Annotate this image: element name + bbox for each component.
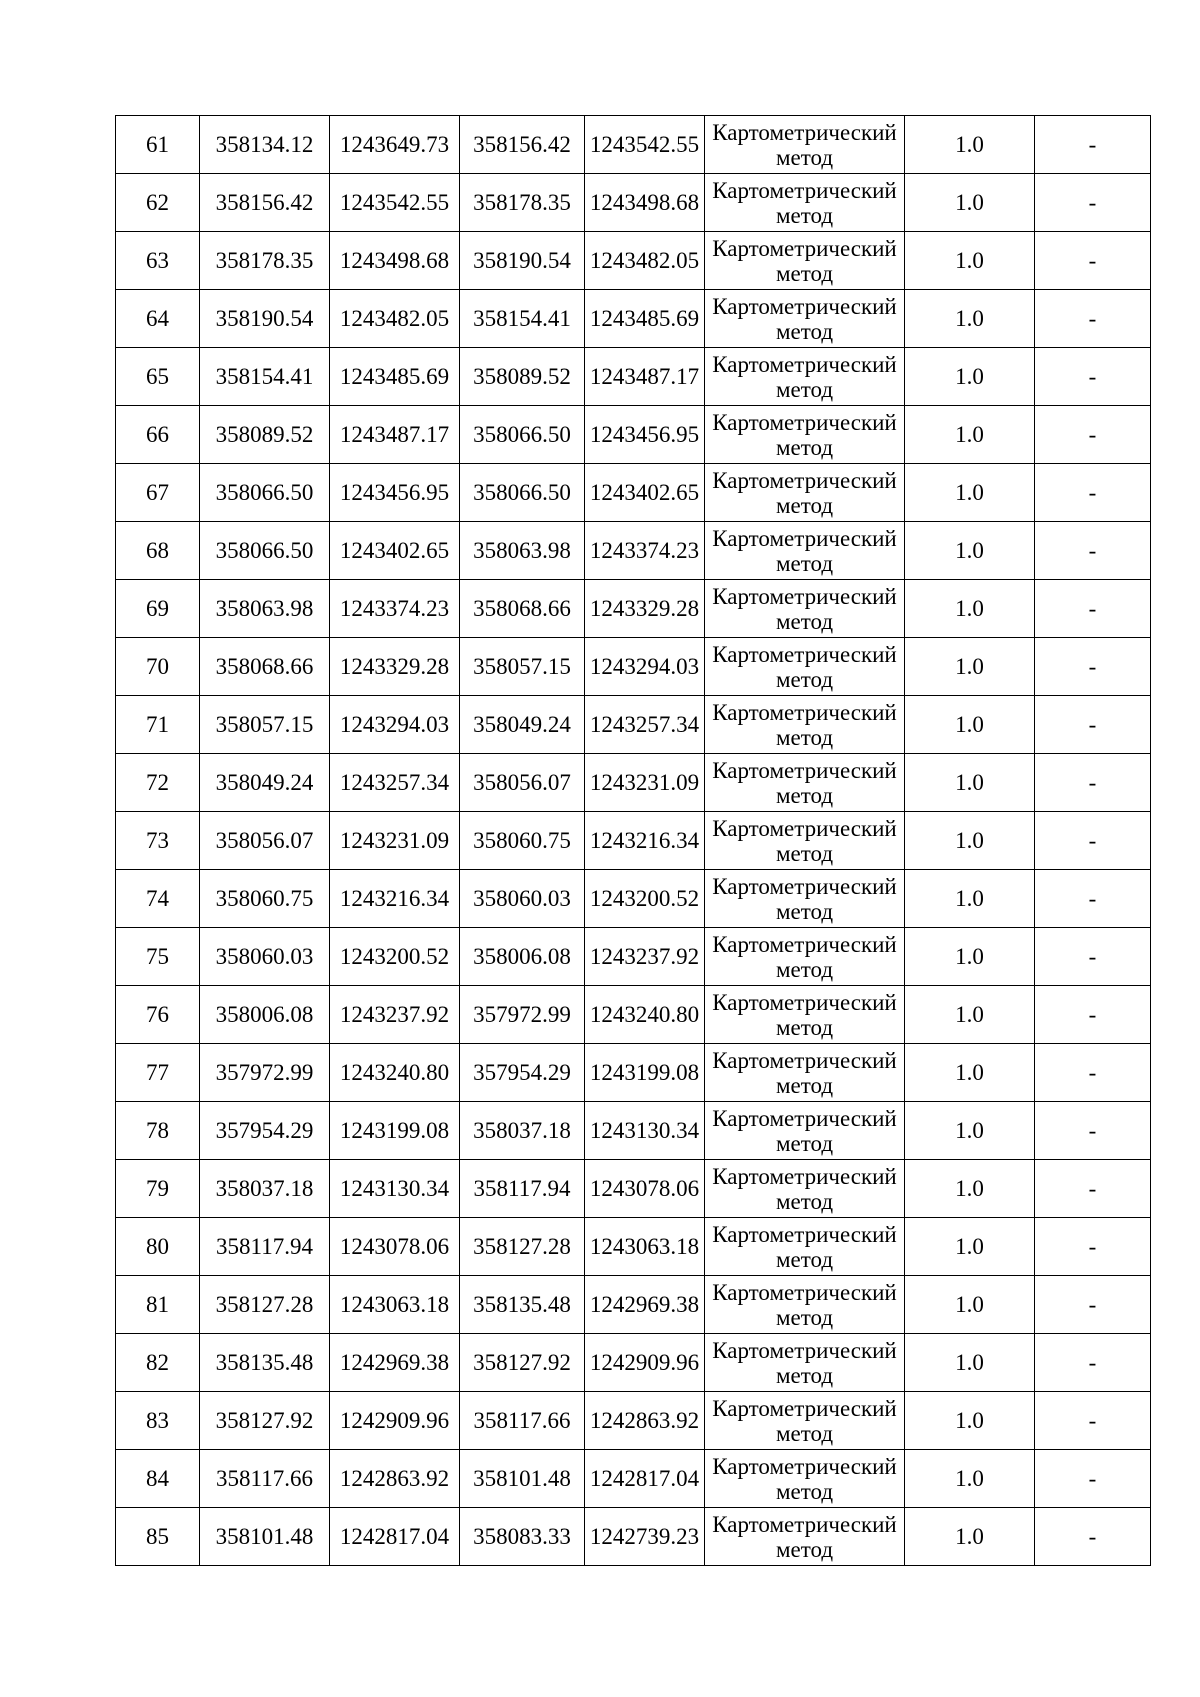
cell-accuracy: 1.0 — [905, 696, 1035, 754]
cell-x-end: 358117.66 — [460, 1392, 585, 1450]
method-line-1: Картометрический — [712, 1105, 897, 1131]
table-row — [116, 464, 1151, 522]
method-line-1: Картометрический — [712, 119, 897, 145]
table-row — [116, 522, 1151, 580]
cell-x-start: 357972.99 — [200, 1044, 330, 1102]
cell-x-start: 358060.75 — [200, 870, 330, 928]
method-line-2: метод — [775, 1246, 834, 1272]
method-line-1: Картометрический — [712, 583, 897, 609]
cell-y-end: 1243078.06 — [585, 1160, 705, 1218]
cell-point-number: 61 — [116, 116, 200, 174]
cell-accuracy: 1.0 — [905, 174, 1035, 232]
cell-x-end: 357972.99 — [460, 986, 585, 1044]
cell-x-end: 358063.98 — [460, 522, 585, 580]
cell-y-end: 1243485.69 — [585, 290, 705, 348]
cell-x-end: 358135.48 — [460, 1276, 585, 1334]
cell-y-start: 1243487.17 — [330, 406, 460, 464]
cell-x-end: 358049.24 — [460, 696, 585, 754]
table-row — [116, 812, 1151, 870]
cell-y-end: 1243482.05 — [585, 232, 705, 290]
cell-accuracy: 1.0 — [905, 1334, 1035, 1392]
table-row — [116, 870, 1151, 928]
cell-point-number: 71 — [116, 696, 200, 754]
cell-method — [705, 464, 905, 522]
cell-accuracy: 1.0 — [905, 348, 1035, 406]
cell-y-end: 1243294.03 — [585, 638, 705, 696]
cell-accuracy: 1.0 — [905, 1044, 1035, 1102]
cell-x-start: 358178.35 — [200, 232, 330, 290]
cell-note: - — [1035, 174, 1151, 232]
cell-x-end: 358178.35 — [460, 174, 585, 232]
cell-y-start: 1243485.69 — [330, 348, 460, 406]
table-row — [116, 1450, 1151, 1508]
cell-x-start: 358060.03 — [200, 928, 330, 986]
cell-point-number: 77 — [116, 1044, 200, 1102]
cell-x-end: 358060.75 — [460, 812, 585, 870]
cell-method — [705, 1392, 905, 1450]
cell-note: - — [1035, 1276, 1151, 1334]
cell-x-start: 358135.48 — [200, 1334, 330, 1392]
method-line-2: метод — [775, 1304, 834, 1330]
cell-y-start: 1243482.05 — [330, 290, 460, 348]
cell-x-end: 358060.03 — [460, 870, 585, 928]
cell-y-end: 1243257.34 — [585, 696, 705, 754]
cell-x-end: 358056.07 — [460, 754, 585, 812]
method-line-1: Картометрический — [712, 467, 897, 493]
cell-y-end: 1243240.80 — [585, 986, 705, 1044]
cell-x-end: 358083.33 — [460, 1508, 585, 1566]
cell-note: - — [1035, 812, 1151, 870]
cell-x-end: 358006.08 — [460, 928, 585, 986]
cell-x-start: 358006.08 — [200, 986, 330, 1044]
cell-y-start: 1243542.55 — [330, 174, 460, 232]
method-line-1: Картометрический — [712, 1453, 897, 1479]
method-line-1: Картометрический — [712, 815, 897, 841]
cell-point-number: 82 — [116, 1334, 200, 1392]
method-line-2: метод — [775, 434, 834, 460]
cell-y-start: 1243329.28 — [330, 638, 460, 696]
cell-point-number: 83 — [116, 1392, 200, 1450]
method-line-1: Картометрический — [712, 1163, 897, 1189]
method-line-1: Картометрический — [712, 989, 897, 1015]
method-line-2: метод — [775, 666, 834, 692]
method-line-1: Картометрический — [712, 873, 897, 899]
table-row — [116, 986, 1151, 1044]
method-line-2: метод — [775, 608, 834, 634]
cell-y-start: 1243130.34 — [330, 1160, 460, 1218]
method-line-1: Картометрический — [712, 931, 897, 957]
method-line-2: метод — [775, 1130, 834, 1156]
cell-x-start: 358117.94 — [200, 1218, 330, 1276]
cell-note: - — [1035, 116, 1151, 174]
cell-y-end: 1243487.17 — [585, 348, 705, 406]
cell-x-start: 358066.50 — [200, 464, 330, 522]
cell-x-end: 358089.52 — [460, 348, 585, 406]
cell-point-number: 73 — [116, 812, 200, 870]
method-line-1: Картометрический — [712, 351, 897, 377]
cell-method — [705, 406, 905, 464]
method-line-1: Картометрический — [712, 293, 897, 319]
cell-x-start: 357954.29 — [200, 1102, 330, 1160]
method-line-2: метод — [775, 202, 834, 228]
table-row — [116, 638, 1151, 696]
method-line-2: метод — [775, 1478, 834, 1504]
cell-y-start: 1242969.38 — [330, 1334, 460, 1392]
cell-x-start: 358037.18 — [200, 1160, 330, 1218]
cell-x-start: 358156.42 — [200, 174, 330, 232]
cell-accuracy: 1.0 — [905, 1450, 1035, 1508]
cell-method — [705, 174, 905, 232]
cell-accuracy: 1.0 — [905, 1218, 1035, 1276]
cell-method — [705, 1102, 905, 1160]
table-row — [116, 406, 1151, 464]
cell-x-start: 358190.54 — [200, 290, 330, 348]
cell-note: - — [1035, 406, 1151, 464]
cell-y-end: 1243329.28 — [585, 580, 705, 638]
cell-accuracy: 1.0 — [905, 986, 1035, 1044]
cell-y-start: 1243498.68 — [330, 232, 460, 290]
cell-accuracy: 1.0 — [905, 232, 1035, 290]
cell-y-end: 1243231.09 — [585, 754, 705, 812]
cell-x-end: 358037.18 — [460, 1102, 585, 1160]
table-row — [116, 1392, 1151, 1450]
cell-x-end: 358068.66 — [460, 580, 585, 638]
cell-x-start: 358063.98 — [200, 580, 330, 638]
cell-note: - — [1035, 986, 1151, 1044]
cell-y-end: 1243063.18 — [585, 1218, 705, 1276]
cell-accuracy: 1.0 — [905, 1276, 1035, 1334]
cell-method — [705, 754, 905, 812]
table-row — [116, 1334, 1151, 1392]
cell-accuracy: 1.0 — [905, 1392, 1035, 1450]
cell-method — [705, 1450, 905, 1508]
table-row — [116, 928, 1151, 986]
cell-y-end: 1243237.92 — [585, 928, 705, 986]
method-line-2: метод — [775, 376, 834, 402]
coordinates-table — [115, 115, 1151, 1566]
cell-accuracy: 1.0 — [905, 522, 1035, 580]
method-line-1: Картометрический — [712, 1279, 897, 1305]
method-line-2: метод — [775, 898, 834, 924]
cell-method — [705, 1276, 905, 1334]
table-row — [116, 290, 1151, 348]
method-line-2: метод — [775, 1362, 834, 1388]
cell-accuracy: 1.0 — [905, 928, 1035, 986]
cell-y-end: 1243374.23 — [585, 522, 705, 580]
cell-note: - — [1035, 580, 1151, 638]
cell-point-number: 84 — [116, 1450, 200, 1508]
table-row — [116, 1276, 1151, 1334]
method-line-2: метод — [775, 1188, 834, 1214]
cell-y-start: 1243257.34 — [330, 754, 460, 812]
cell-y-start: 1242863.92 — [330, 1450, 460, 1508]
cell-x-start: 358089.52 — [200, 406, 330, 464]
method-line-2: метод — [775, 956, 834, 982]
cell-note: - — [1035, 1218, 1151, 1276]
cell-x-end: 358066.50 — [460, 406, 585, 464]
cell-method — [705, 580, 905, 638]
cell-method — [705, 348, 905, 406]
cell-point-number: 63 — [116, 232, 200, 290]
cell-y-end: 1243542.55 — [585, 116, 705, 174]
cell-accuracy: 1.0 — [905, 870, 1035, 928]
cell-method — [705, 1508, 905, 1566]
method-line-1: Картометрический — [712, 177, 897, 203]
method-line-1: Картометрический — [712, 641, 897, 667]
cell-point-number: 69 — [116, 580, 200, 638]
cell-method — [705, 1160, 905, 1218]
cell-point-number: 66 — [116, 406, 200, 464]
cell-accuracy: 1.0 — [905, 638, 1035, 696]
cell-point-number: 68 — [116, 522, 200, 580]
cell-note: - — [1035, 870, 1151, 928]
cell-y-end: 1243200.52 — [585, 870, 705, 928]
cell-x-end: 358057.15 — [460, 638, 585, 696]
cell-y-start: 1243216.34 — [330, 870, 460, 928]
cell-note: - — [1035, 638, 1151, 696]
method-line-1: Картометрический — [712, 235, 897, 261]
cell-method — [705, 522, 905, 580]
table-row — [116, 116, 1151, 174]
cell-accuracy: 1.0 — [905, 812, 1035, 870]
cell-x-start: 358057.15 — [200, 696, 330, 754]
cell-y-start: 1243231.09 — [330, 812, 460, 870]
cell-method — [705, 1218, 905, 1276]
cell-point-number: 62 — [116, 174, 200, 232]
method-line-2: метод — [775, 492, 834, 518]
table-row — [116, 1102, 1151, 1160]
cell-point-number: 79 — [116, 1160, 200, 1218]
cell-note: - — [1035, 1334, 1151, 1392]
cell-note: - — [1035, 348, 1151, 406]
cell-method — [705, 290, 905, 348]
cell-x-end: 358190.54 — [460, 232, 585, 290]
cell-x-end: 357954.29 — [460, 1044, 585, 1102]
cell-x-end: 358127.28 — [460, 1218, 585, 1276]
cell-note: - — [1035, 522, 1151, 580]
cell-point-number: 75 — [116, 928, 200, 986]
method-line-1: Картометрический — [712, 699, 897, 725]
cell-point-number: 78 — [116, 1102, 200, 1160]
cell-x-start: 358117.66 — [200, 1450, 330, 1508]
cell-note: - — [1035, 928, 1151, 986]
cell-point-number: 76 — [116, 986, 200, 1044]
cell-method — [705, 638, 905, 696]
method-line-2: метод — [775, 1420, 834, 1446]
cell-x-start: 358049.24 — [200, 754, 330, 812]
cell-point-number: 81 — [116, 1276, 200, 1334]
method-line-2: метод — [775, 1014, 834, 1040]
cell-point-number: 72 — [116, 754, 200, 812]
cell-method — [705, 986, 905, 1044]
table-row — [116, 1508, 1151, 1566]
cell-accuracy: 1.0 — [905, 1102, 1035, 1160]
cell-x-start: 358127.28 — [200, 1276, 330, 1334]
cell-y-end: 1243130.34 — [585, 1102, 705, 1160]
method-line-2: метод — [775, 260, 834, 286]
cell-note: - — [1035, 1102, 1151, 1160]
cell-y-start: 1243649.73 — [330, 116, 460, 174]
cell-x-start: 358127.92 — [200, 1392, 330, 1450]
method-line-2: метод — [775, 840, 834, 866]
cell-y-start: 1243402.65 — [330, 522, 460, 580]
table-row — [116, 580, 1151, 638]
method-line-1: Картометрический — [712, 1221, 897, 1247]
cell-x-end: 358127.92 — [460, 1334, 585, 1392]
method-line-2: метод — [775, 144, 834, 170]
cell-accuracy: 1.0 — [905, 406, 1035, 464]
method-line-1: Картометрический — [712, 525, 897, 551]
cell-accuracy: 1.0 — [905, 754, 1035, 812]
cell-y-start: 1243294.03 — [330, 696, 460, 754]
cell-point-number: 65 — [116, 348, 200, 406]
cell-point-number: 74 — [116, 870, 200, 928]
cell-y-start: 1243374.23 — [330, 580, 460, 638]
table-row — [116, 696, 1151, 754]
cell-note: - — [1035, 1392, 1151, 1450]
cell-y-end: 1242863.92 — [585, 1392, 705, 1450]
cell-x-start: 358101.48 — [200, 1508, 330, 1566]
cell-y-start: 1243078.06 — [330, 1218, 460, 1276]
cell-accuracy: 1.0 — [905, 116, 1035, 174]
table-row — [116, 348, 1151, 406]
cell-method — [705, 870, 905, 928]
cell-method — [705, 1334, 905, 1392]
cell-point-number: 64 — [116, 290, 200, 348]
cell-point-number: 67 — [116, 464, 200, 522]
cell-y-start: 1243240.80 — [330, 1044, 460, 1102]
cell-y-end: 1242817.04 — [585, 1450, 705, 1508]
cell-x-end: 358154.41 — [460, 290, 585, 348]
cell-x-start: 358066.50 — [200, 522, 330, 580]
cell-x-end: 358156.42 — [460, 116, 585, 174]
cell-y-start: 1243063.18 — [330, 1276, 460, 1334]
cell-y-start: 1243456.95 — [330, 464, 460, 522]
method-line-1: Картометрический — [712, 1337, 897, 1363]
cell-note: - — [1035, 1160, 1151, 1218]
cell-y-end: 1242739.23 — [585, 1508, 705, 1566]
cell-method — [705, 696, 905, 754]
table-row — [116, 1160, 1151, 1218]
table-row — [116, 754, 1151, 812]
method-line-2: метод — [775, 1072, 834, 1098]
cell-note: - — [1035, 290, 1151, 348]
cell-x-start: 358068.66 — [200, 638, 330, 696]
cell-note: - — [1035, 696, 1151, 754]
cell-point-number: 80 — [116, 1218, 200, 1276]
cell-y-end: 1242909.96 — [585, 1334, 705, 1392]
cell-x-start: 358134.12 — [200, 116, 330, 174]
cell-accuracy: 1.0 — [905, 464, 1035, 522]
method-line-1: Картометрический — [712, 757, 897, 783]
method-line-2: метод — [775, 318, 834, 344]
method-line-2: метод — [775, 782, 834, 808]
table-row — [116, 1218, 1151, 1276]
cell-method — [705, 812, 905, 870]
cell-point-number: 85 — [116, 1508, 200, 1566]
cell-accuracy: 1.0 — [905, 1160, 1035, 1218]
cell-x-end: 358101.48 — [460, 1450, 585, 1508]
cell-method — [705, 928, 905, 986]
table-row — [116, 1044, 1151, 1102]
cell-accuracy: 1.0 — [905, 580, 1035, 638]
cell-x-end: 358117.94 — [460, 1160, 585, 1218]
method-line-2: метод — [775, 550, 834, 576]
cell-note: - — [1035, 754, 1151, 812]
cell-y-end: 1243498.68 — [585, 174, 705, 232]
cell-y-start: 1243200.52 — [330, 928, 460, 986]
cell-y-end: 1243199.08 — [585, 1044, 705, 1102]
cell-note: - — [1035, 1450, 1151, 1508]
table-row — [116, 174, 1151, 232]
cell-y-start: 1242817.04 — [330, 1508, 460, 1566]
cell-y-start: 1243237.92 — [330, 986, 460, 1044]
table-row — [116, 232, 1151, 290]
method-line-1: Картометрический — [712, 1395, 897, 1421]
cell-x-end: 358066.50 — [460, 464, 585, 522]
cell-x-start: 358056.07 — [200, 812, 330, 870]
cell-y-start: 1242909.96 — [330, 1392, 460, 1450]
method-line-1: Картометрический — [712, 1511, 897, 1537]
method-line-1: Картометрический — [712, 1047, 897, 1073]
cell-accuracy: 1.0 — [905, 1508, 1035, 1566]
cell-y-end: 1243402.65 — [585, 464, 705, 522]
cell-note: - — [1035, 232, 1151, 290]
cell-method — [705, 1044, 905, 1102]
method-line-2: метод — [775, 1536, 834, 1562]
cell-note: - — [1035, 1508, 1151, 1566]
cell-note: - — [1035, 1044, 1151, 1102]
cell-y-start: 1243199.08 — [330, 1102, 460, 1160]
cell-method — [705, 232, 905, 290]
cell-y-end: 1242969.38 — [585, 1276, 705, 1334]
cell-note: - — [1035, 464, 1151, 522]
cell-point-number: 70 — [116, 638, 200, 696]
method-line-1: Картометрический — [712, 409, 897, 435]
table-body — [116, 116, 1151, 1566]
cell-x-start: 358154.41 — [200, 348, 330, 406]
method-line-2: метод — [775, 724, 834, 750]
cell-method — [705, 116, 905, 174]
cell-y-end: 1243456.95 — [585, 406, 705, 464]
cell-y-end: 1243216.34 — [585, 812, 705, 870]
cell-accuracy: 1.0 — [905, 290, 1035, 348]
